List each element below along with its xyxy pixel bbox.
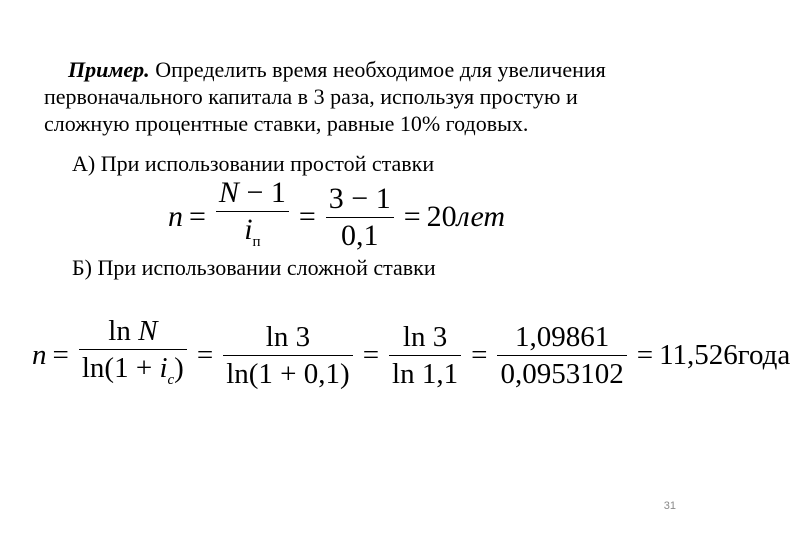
problem-text-1: Определить время необходимое для увеличения <box>149 57 606 82</box>
problem-line-3: сложную процентные ставки, равные 10% годовых. <box>44 111 529 136</box>
formula-b-frac-2 <box>223 319 352 392</box>
formula-a-frac-1-den <box>241 212 263 260</box>
formula-a-eq-2: = <box>298 200 316 233</box>
formula-a-eq-1: = <box>189 200 206 233</box>
example-label: Пример. <box>68 57 150 82</box>
page-number: 31 <box>663 500 676 512</box>
formula-b-eq-3: = <box>362 338 380 371</box>
problem-line-2: первоначального капитала в 3 раза, используя простую и <box>44 84 578 109</box>
formula-a-result-value: 20 <box>426 200 457 233</box>
formula-b-eq-5: = <box>636 338 654 371</box>
formula-a-frac-1-den-var: i <box>244 212 253 246</box>
formula-a-result-unit: лет <box>456 200 506 233</box>
formula-b-eq-1: = <box>52 338 69 371</box>
formula-b-result <box>659 339 790 372</box>
problem-statement <box>44 56 684 137</box>
formula-b-result-unit: года <box>737 338 790 371</box>
formula-a-lhs: n <box>168 200 183 233</box>
formula-b-frac-4 <box>497 319 626 392</box>
formula-a-frac-1-num-var: N <box>218 175 239 209</box>
formula-b-eq-2: = <box>196 338 214 371</box>
formula-a-frac-2 <box>326 181 394 254</box>
formula-b-frac-1-den <box>79 350 187 398</box>
formula-b-frac-2-num: ln 3 <box>265 320 311 353</box>
section-a-heading: А) При использовании простой ставки <box>72 151 435 176</box>
formula-b-result-value: 11,526 <box>659 338 738 371</box>
formula-b-frac-3 <box>389 319 461 392</box>
formula-a-frac-1 <box>216 175 289 260</box>
formula-a-frac-2-num: 3 − 1 <box>328 181 391 215</box>
formula-b-frac-4-num: 1,09861 <box>514 320 610 353</box>
formula-b-frac-1-den-ln: ln(1 + <box>81 351 160 384</box>
formula-b-frac-4-den: 0,0953102 <box>500 357 624 390</box>
formula-b-eq-4: = <box>471 338 488 371</box>
formula-b-frac-1-den-sub: c <box>167 371 175 388</box>
problem-line-1 <box>44 56 684 83</box>
formula-b-frac-1-den-close: ) <box>174 351 184 384</box>
formula-b-frac-1-num <box>105 313 160 349</box>
formula-b-frac-1-den-var: i <box>159 351 168 384</box>
formula-a-result <box>427 200 505 234</box>
formula-a-eq-3: = <box>403 200 421 233</box>
formula-a-frac-1-num-rest: − 1 <box>238 175 286 209</box>
formula-b-frac-1 <box>79 313 187 398</box>
simple-rate-formula <box>168 175 506 256</box>
formula-a-frac-2-den: 0,1 <box>340 218 379 252</box>
formula-b-frac-1-num-ln: ln <box>108 314 139 347</box>
section-b-heading: Б) При использовании сложной ставки <box>72 255 436 280</box>
formula-b-frac-1-num-var: N <box>138 314 158 347</box>
formula-a-frac-1-den-sub: п <box>252 233 261 250</box>
compound-rate-formula <box>32 316 790 394</box>
formula-b-frac-3-den: ln 1,1 <box>392 357 459 390</box>
formula-a-frac-1-num <box>216 175 289 211</box>
formula-b-frac-3-num: ln 3 <box>402 320 448 353</box>
formula-b-lhs: n <box>32 338 47 371</box>
formula-b-frac-2-den: ln(1 + 0,1) <box>226 357 350 390</box>
